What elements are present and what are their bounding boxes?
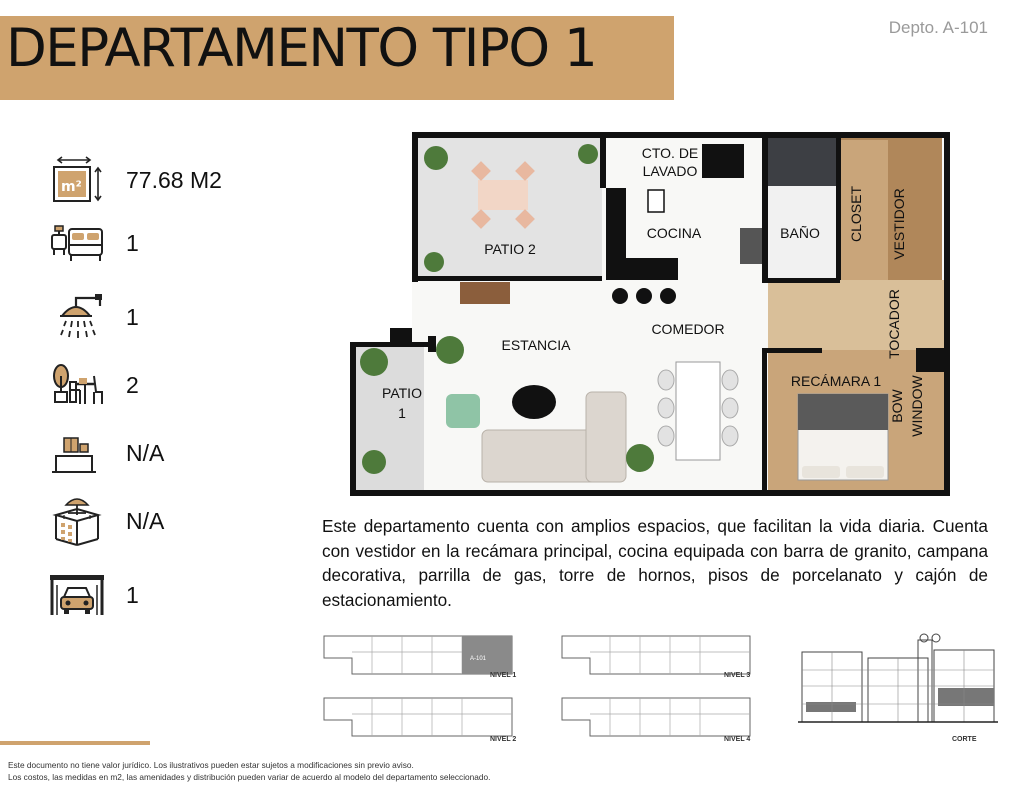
unit-label: Depto. A-101 bbox=[888, 18, 988, 37]
room-patio-2: PATIO 2 bbox=[484, 241, 536, 257]
room-vestidor: VESTIDOR bbox=[891, 188, 907, 260]
room-closet: CLOSET bbox=[848, 185, 864, 243]
floor-plan bbox=[350, 130, 950, 498]
room-laundry-line2: LAVADO bbox=[642, 163, 698, 179]
level-4-label: NIVEL 4 bbox=[724, 736, 751, 743]
bathrooms-value: 1 bbox=[126, 303, 139, 330]
room-estancia: ESTANCIA bbox=[501, 337, 571, 353]
room-recamara: RECÁMARA 1 bbox=[790, 373, 882, 389]
shower-icon bbox=[48, 292, 106, 342]
spec-bedrooms bbox=[48, 218, 139, 268]
spec-roof-garden bbox=[48, 496, 164, 546]
description: Este departamento cuenta con amplios espacios, que facilitan la vida diaria. Cuenta con vestidor en la recámara principal, cocina equipada con barra de granito, campana decorativa, parrilla de gas, torre de hornos, pisos de porcelanato y cajón de estacionamiento. bbox=[322, 516, 988, 610]
floor-plan-drawing bbox=[350, 130, 950, 498]
dining-table bbox=[658, 362, 738, 460]
spec-storage bbox=[48, 428, 164, 478]
armchair bbox=[446, 394, 480, 428]
level-2-label: NIVEL 2 bbox=[490, 736, 517, 743]
bed bbox=[798, 394, 888, 480]
area-icon bbox=[48, 155, 106, 205]
room-comedor: COMEDOR bbox=[651, 321, 725, 337]
roof-garden-icon bbox=[48, 496, 106, 546]
unit-tag: A-101 bbox=[470, 656, 487, 662]
bedrooms-value: 1 bbox=[126, 229, 139, 256]
room-cocina: COCINA bbox=[646, 225, 702, 241]
bed-icon bbox=[48, 218, 106, 268]
console bbox=[460, 282, 510, 304]
footer-divider bbox=[0, 741, 150, 745]
section-label: CORTE bbox=[952, 736, 977, 743]
svg-text:m²: m² bbox=[61, 179, 82, 195]
roof-garden-value: N/A bbox=[126, 507, 165, 534]
storage-value: N/A bbox=[126, 439, 165, 466]
spec-parking bbox=[48, 570, 139, 620]
parking-icon bbox=[48, 570, 106, 620]
spec-terraces bbox=[48, 360, 139, 410]
level-1-label: NIVEL 1 bbox=[490, 672, 517, 679]
level-1-plan bbox=[322, 632, 518, 678]
level-3-label: NIVEL 3 bbox=[724, 672, 751, 679]
level-2-plan bbox=[322, 694, 518, 740]
spec-bathrooms bbox=[48, 292, 139, 342]
page-title: DEPARTAMENTO TIPO 1 bbox=[6, 18, 597, 79]
room-bano: BAÑO bbox=[780, 225, 820, 241]
room-tocador: TOCADOR bbox=[886, 289, 902, 359]
section-drawing bbox=[798, 632, 998, 730]
storage-icon bbox=[48, 428, 106, 478]
room-bow: BOW bbox=[889, 389, 905, 423]
spec-area bbox=[48, 155, 222, 205]
parking-value: 1 bbox=[126, 581, 139, 608]
terrace-icon bbox=[48, 360, 106, 410]
area-value: 77.68 M2 bbox=[126, 166, 222, 193]
room-patio-1-line2: 1 bbox=[398, 405, 406, 421]
level-4-plan bbox=[560, 694, 756, 740]
room-laundry-line1: CTO. DE bbox=[641, 145, 699, 161]
room-window: WINDOW bbox=[909, 375, 925, 437]
room-patio-1-line1: PATIO bbox=[382, 385, 422, 401]
coffee-table bbox=[512, 385, 556, 419]
disclaimer-line-1: Este documento no tiene valor jurídico. Los ilustrativos pueden estar sujetos a modificaciones sin previo aviso. bbox=[8, 760, 414, 770]
disclaimer-line-2: Los costos, las medidas en m2, las amenidades y distribución pueden variar de acuerdo al modelo del departamento seleccionado. bbox=[8, 772, 491, 782]
terraces-value: 2 bbox=[126, 371, 139, 398]
